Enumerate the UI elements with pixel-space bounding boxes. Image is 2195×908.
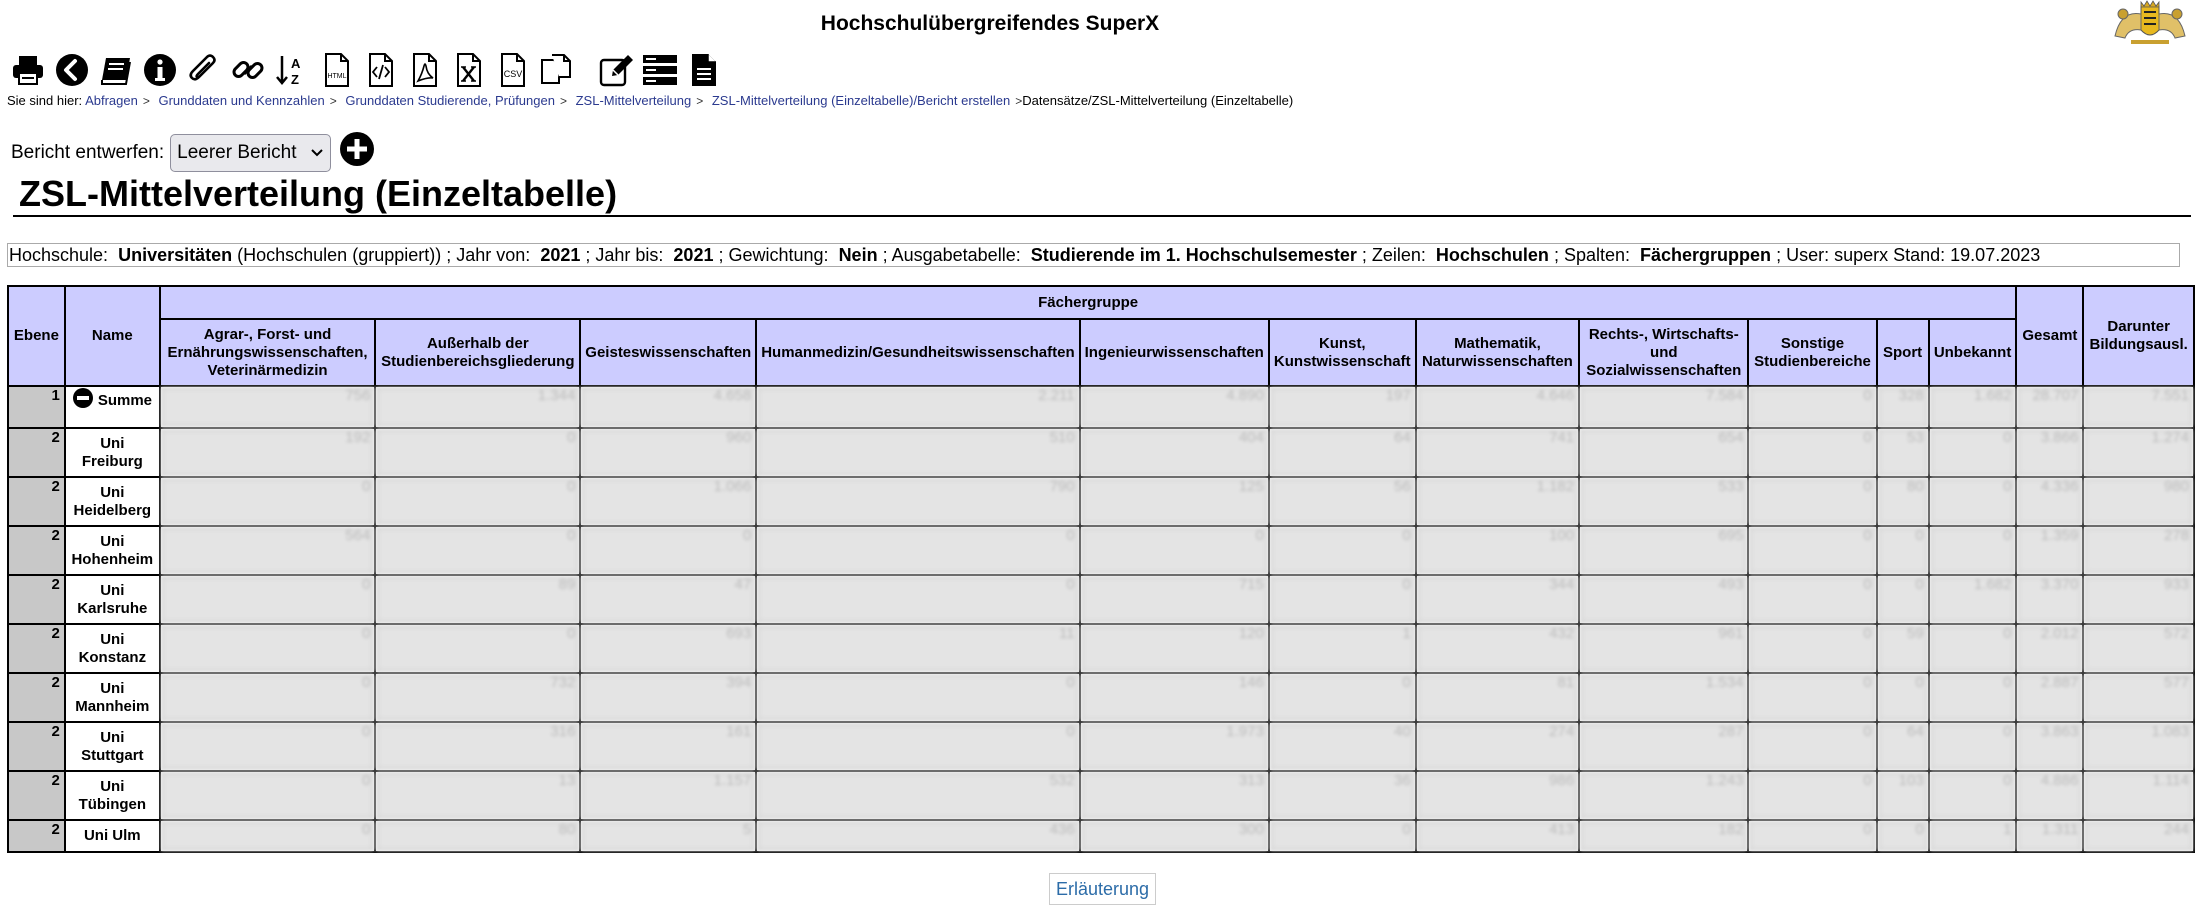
cell-value: 756 <box>160 386 376 428</box>
cell-value: 0 <box>756 526 1079 575</box>
table-row <box>8 477 2194 526</box>
document-button[interactable] <box>684 50 724 90</box>
cell-value: 695 <box>1579 526 1748 575</box>
chevron-down-icon <box>310 148 324 158</box>
spalten-label: ; Spalten: <box>1553 245 1631 265</box>
xls-file-icon <box>450 52 486 88</box>
cell-value: 715 <box>1080 575 1269 624</box>
cell-value: 100 <box>1416 526 1579 575</box>
copy-icon <box>538 52 574 88</box>
cell-name-label: Summe <box>97 392 153 409</box>
cell-value: 0 <box>1877 526 1929 575</box>
sort-button[interactable] <box>272 50 312 90</box>
info-icon <box>142 52 178 88</box>
cell-value: 432 <box>1416 624 1579 673</box>
cell-name: Uni Karlsruhe <box>65 575 160 624</box>
cell-value: 64 <box>1877 722 1929 771</box>
table-row <box>8 771 2194 820</box>
cell-value: 0 <box>160 624 376 673</box>
cell-value: 0 <box>160 477 376 526</box>
cell-value: 56 <box>1269 477 1416 526</box>
cell-value: 0 <box>1748 771 1876 820</box>
books-icon <box>98 52 134 88</box>
cell-value: 0 <box>375 477 580 526</box>
cell-value: 0 <box>756 673 1079 722</box>
cell-value: 436 <box>756 820 1079 852</box>
cell-value: 300 <box>1080 820 1269 852</box>
back-icon <box>54 52 90 88</box>
cell-value: 1.083 <box>2083 722 2194 771</box>
cell-value: 1.311 <box>2016 820 2083 852</box>
cell-value: 693 <box>580 624 756 673</box>
cell-ebene: 1 <box>8 386 65 428</box>
cell-value: 13 <box>375 771 580 820</box>
breadcrumb-link-bericht-erstellen[interactable]: ZSL-Mittelverteilung (Einzeltabelle)/Bericht erstellen <box>711 93 1011 108</box>
coat-of-arms-logo <box>2111 0 2189 46</box>
cell-name: Uni Hohenheim <box>65 526 160 575</box>
cell-value: 1.157 <box>580 771 756 820</box>
cell-value: 81 <box>1416 673 1579 722</box>
cell-ebene: 2 <box>8 722 65 771</box>
col-header-subject[interactable]: Humanmedizin/Gesundheitswissenschaften <box>756 319 1079 386</box>
cell-value: 59 <box>1877 624 1929 673</box>
cell-value: 1.973 <box>1080 722 1269 771</box>
info-button[interactable] <box>140 50 180 90</box>
col-header-ebene[interactable]: Ebene <box>8 286 65 386</box>
print-button[interactable] <box>8 50 48 90</box>
cell-value: 0 <box>375 624 580 673</box>
breadcrumb-current: Datensätze/ZSL-Mittelverteilung (Einzeltabelle) <box>1022 93 1294 108</box>
attachment-button[interactable] <box>184 50 224 90</box>
document-icon <box>686 52 722 88</box>
cell-ebene: 2 <box>8 673 65 722</box>
cell-value: 40 <box>1269 722 1416 771</box>
cell-value: 103 <box>1877 771 1929 820</box>
cell-value: 4.646 <box>1416 386 1579 428</box>
cell-value: 0 <box>1748 624 1876 673</box>
cell-value: 36 <box>1269 771 1416 820</box>
hochschule-label: Hochschule: <box>9 245 109 265</box>
breadcrumb-link-grunddaten-studierende[interactable]: Grunddaten Studierende, Prüfungen <box>345 93 555 108</box>
col-header-gesamt[interactable]: Gesamt <box>2016 286 2083 386</box>
cell-ebene: 2 <box>8 820 65 852</box>
cell-value: 0 <box>1269 820 1416 852</box>
cell-value: 1.359 <box>2016 526 2083 575</box>
cell-value: 0 <box>1929 722 2017 771</box>
csv-file-label: CSV <box>503 69 523 79</box>
cell-value: 2.012 <box>2016 624 2083 673</box>
cell-ebene: 2 <box>8 575 65 624</box>
html-file-icon <box>318 52 354 88</box>
cell-value: 244 <box>2083 820 2194 852</box>
table-row <box>8 428 2194 477</box>
cell-value: 0 <box>1748 386 1876 428</box>
cell-value: 1.066 <box>580 477 756 526</box>
cell-ebene: 2 <box>8 624 65 673</box>
cell-value: 1.682 <box>1929 386 2017 428</box>
chevron-right-icon: > <box>142 94 150 108</box>
cell-value: 28.707 <box>2016 386 2083 428</box>
cell-value: 0 <box>1877 820 1929 852</box>
cell-value: 0 <box>1929 526 2017 575</box>
cell-value: 4.336 <box>2016 477 2083 526</box>
cell-value: 3.863 <box>2016 722 2083 771</box>
cell-ebene: 2 <box>8 526 65 575</box>
col-header-subject[interactable]: Sport <box>1877 319 1929 386</box>
html-file-label: HTML <box>327 73 347 80</box>
page-title: ZSL-Mittelverteilung (Einzeltabelle) <box>19 173 618 214</box>
csv-file-icon <box>494 52 530 88</box>
cell-value: 5 <box>580 820 756 852</box>
breadcrumb <box>7 93 1293 108</box>
books-button[interactable] <box>96 50 136 90</box>
col-header-subject[interactable]: Agrar-, Forst- und Ernährungswissenschaften, Veterinärmedizin <box>160 319 376 386</box>
link-icon <box>230 52 266 88</box>
cell-ebene: 2 <box>8 428 65 477</box>
gewichtung-label: ; Gewichtung: <box>718 245 829 265</box>
jahr-bis-value: 2021 <box>673 245 714 265</box>
cell-value: 80 <box>375 820 580 852</box>
chevron-right-icon: > <box>559 94 567 108</box>
link-button[interactable] <box>228 50 268 90</box>
cell-value: 0 <box>1929 673 2017 722</box>
cell-value: 0 <box>1748 526 1876 575</box>
cell-value: 0 <box>1929 771 2017 820</box>
hochschule-value: Universitäten <box>118 245 233 265</box>
export-xls-button[interactable] <box>448 50 488 90</box>
cell-value: 0 <box>1929 477 2017 526</box>
cell-value: 2.887 <box>2016 673 2083 722</box>
cell-value: 192 <box>160 428 376 477</box>
cell-value: 1.682 <box>1929 575 2017 624</box>
cell-value: 0 <box>756 575 1079 624</box>
table-row <box>8 526 2194 575</box>
cell-value: 316 <box>375 722 580 771</box>
breadcrumb-link-zsl-mittelverteilung[interactable]: ZSL-Mittelverteilung <box>575 93 692 108</box>
col-header-subject[interactable]: Außerhalb der Studienbereichsgliederung <box>375 319 580 386</box>
cell-value: 1.182 <box>1416 477 1579 526</box>
table-row <box>8 386 2194 428</box>
cell-value: 0 <box>160 722 376 771</box>
col-header-subject[interactable]: Unbekannt <box>1929 319 2017 386</box>
cell-value: 161 <box>580 722 756 771</box>
hochschule-note: (Hochschulen (gruppiert)) <box>237 245 442 265</box>
add-report-button[interactable] <box>339 131 375 167</box>
cell-value: 0 <box>1748 477 1876 526</box>
cell-value: 0 <box>1748 673 1876 722</box>
cell-value: 986 <box>1416 771 1579 820</box>
app-title: Hochschulübergreifendes SuperX <box>820 12 1160 35</box>
cell-value: 3.866 <box>2016 428 2083 477</box>
col-header-faechergruppe[interactable]: Fächergruppe <box>160 286 2017 319</box>
report-select-value: Leerer Bericht <box>177 142 297 163</box>
cell-value: 4.890 <box>1080 386 1269 428</box>
copy-button[interactable] <box>536 50 576 90</box>
cell-value: 564 <box>160 526 376 575</box>
col-header-subject[interactable]: Sonstige Studienbereiche <box>1748 319 1876 386</box>
cell-name: Uni Freiburg <box>65 428 160 477</box>
chevron-right-icon: > <box>1015 94 1023 108</box>
back-button[interactable] <box>52 50 92 90</box>
export-csv-button[interactable] <box>492 50 532 90</box>
sort-az-icon <box>274 52 310 88</box>
cell-value: 533 <box>1579 477 1748 526</box>
export-pdf-button[interactable] <box>404 50 444 90</box>
cell-value: 1.534 <box>1579 673 1748 722</box>
cell-value: 4.886 <box>2016 771 2083 820</box>
code-file-icon <box>362 52 398 88</box>
spalten-value: Fächergruppen <box>1640 245 1772 265</box>
cell-value: 0 <box>1748 820 1876 852</box>
cell-value: 933 <box>2083 575 2194 624</box>
edit-icon <box>598 52 634 88</box>
cell-value: 125 <box>1080 477 1269 526</box>
user-stand: ; User: superx Stand: 19.07.2023 <box>1776 245 2041 265</box>
cell-value: 404 <box>1080 428 1269 477</box>
cell-value: 64 <box>1269 428 1416 477</box>
cell-value: 0 <box>756 722 1079 771</box>
cell-value: 313 <box>1080 771 1269 820</box>
cell-value: 0 <box>1748 575 1876 624</box>
cell-value: 7.551 <box>2083 386 2194 428</box>
cell-value: 0 <box>160 771 376 820</box>
table-row <box>8 575 2194 624</box>
zeilen-value: Hochschulen <box>1435 245 1549 265</box>
cell-value: 577 <box>2083 673 2194 722</box>
cell-value: 0 <box>375 526 580 575</box>
report-design-row <box>11 134 375 172</box>
cell-value: 1 <box>1269 624 1416 673</box>
cell-value: 532 <box>756 771 1079 820</box>
cell-value: 328 <box>1877 386 1929 428</box>
paperclip-icon <box>186 52 222 88</box>
cell-value: 572 <box>2083 624 2194 673</box>
cell-value: 0 <box>1269 526 1416 575</box>
cell-value: 2.211 <box>756 386 1079 428</box>
cell-ebene: 2 <box>8 771 65 820</box>
cell-value: 0 <box>160 673 376 722</box>
cell-value: 493 <box>1579 575 1748 624</box>
cell-value: 278 <box>2083 526 2194 575</box>
cell-name <box>65 386 160 428</box>
cell-value: 7.584 <box>1579 386 1748 428</box>
cell-name: Uni Stuttgart <box>65 722 160 771</box>
svg-text:A: A <box>291 56 301 71</box>
cell-value: 1 <box>1929 820 2017 852</box>
cell-value: 0 <box>1877 575 1929 624</box>
svg-text:Z: Z <box>291 72 299 87</box>
ausgabe-value: Studierende im 1. Hochschulsemester <box>1030 245 1357 265</box>
chevron-right-icon: > <box>696 94 704 108</box>
col-header-subject[interactable]: Geisteswissenschaften <box>580 319 756 386</box>
cell-value: 0 <box>1929 624 2017 673</box>
cell-value: 4.658 <box>580 386 756 428</box>
cell-name: Uni Tübingen <box>65 771 160 820</box>
cell-value: 47 <box>580 575 756 624</box>
jahr-von-label: ; Jahr von: <box>446 245 531 265</box>
cell-value: 0 <box>580 526 756 575</box>
cell-name: Uni Ulm <box>65 820 160 852</box>
cell-value: 0 <box>160 575 376 624</box>
cell-ebene: 2 <box>8 477 65 526</box>
cell-value: 11 <box>756 624 1079 673</box>
cell-value: 654 <box>1579 428 1748 477</box>
col-header-subject[interactable]: Ingenieurwissenschaften <box>1080 319 1269 386</box>
cell-value: 1.274 <box>2083 428 2194 477</box>
cell-value: 1.114 <box>2083 771 2194 820</box>
col-header-subject[interactable]: Rechts-, Wirtschafts- und Sozialwissenschaften <box>1579 319 1748 386</box>
cell-value: 182 <box>1579 820 1748 852</box>
zeilen-label: ; Zeilen: <box>1361 245 1426 265</box>
cell-value: 53 <box>1877 428 1929 477</box>
report-design-label: Bericht entwerfen: <box>11 142 165 163</box>
cell-value: 732 <box>375 673 580 722</box>
cell-value: 0 <box>1929 428 2017 477</box>
cell-value: 274 <box>1416 722 1579 771</box>
cell-value: 3.370 <box>2016 575 2083 624</box>
cell-value: 394 <box>580 673 756 722</box>
breadcrumb-prefix: Sie sind hier: <box>7 93 83 108</box>
col-header-subject[interactable]: Kunst, Kunstwissenschaft <box>1269 319 1416 386</box>
col-header-subject[interactable]: Mathematik, Naturwissenschaften <box>1416 319 1579 386</box>
cell-value: 413 <box>1416 820 1579 852</box>
cell-value: 790 <box>756 477 1079 526</box>
breadcrumb-link-abfragen[interactable]: Abfragen <box>85 93 138 108</box>
list-button[interactable] <box>640 50 680 90</box>
cell-value: 1.344 <box>375 386 580 428</box>
cell-value: 741 <box>1416 428 1579 477</box>
col-header-name[interactable]: Name <box>65 286 160 386</box>
table-row <box>8 722 2194 771</box>
jahr-von-value: 2021 <box>540 245 581 265</box>
toolbar <box>8 50 724 90</box>
cell-value: 287 <box>1579 722 1748 771</box>
cell-value: 0 <box>375 428 580 477</box>
results-table <box>7 285 2195 853</box>
cell-name: Uni Konstanz <box>65 624 160 673</box>
title-divider <box>13 215 2191 217</box>
report-select[interactable] <box>170 134 331 172</box>
filter-summary <box>7 243 2180 267</box>
table-row <box>8 673 2194 722</box>
cell-value: 0 <box>1748 722 1876 771</box>
ausgabe-label: ; Ausgabetabelle: <box>882 245 1021 265</box>
jahr-bis-label: ; Jahr bis: <box>585 245 664 265</box>
cell-value: 0 <box>1080 526 1269 575</box>
cell-value: 0 <box>160 820 376 852</box>
table-row <box>8 820 2194 852</box>
cell-value: 980 <box>2083 477 2194 526</box>
cell-value: 961 <box>1579 624 1748 673</box>
col-header-darunter[interactable]: Darunter Bildungsausl. <box>2083 286 2194 386</box>
table-row <box>8 624 2194 673</box>
cell-name: Uni Heidelberg <box>65 477 160 526</box>
cell-value: 0 <box>1748 428 1876 477</box>
breadcrumb-link-grunddaten-kennzahlen[interactable]: Grunddaten und Kennzahlen <box>158 93 325 108</box>
cell-value: 0 <box>1269 575 1416 624</box>
cell-value: 510 <box>756 428 1079 477</box>
list-icon <box>642 52 678 88</box>
pdf-file-icon <box>406 52 442 88</box>
cell-value: 197 <box>1269 386 1416 428</box>
cell-value: 0 <box>1877 673 1929 722</box>
cell-value: 344 <box>1416 575 1579 624</box>
cell-value: 80 <box>1877 477 1929 526</box>
cell-name: Uni Mannheim <box>65 673 160 722</box>
cell-value: 0 <box>1269 673 1416 722</box>
edit-button[interactable] <box>596 50 636 90</box>
export-html-button[interactable] <box>316 50 356 90</box>
print-icon <box>10 52 46 88</box>
gewichtung-value: Nein <box>838 245 878 265</box>
chevron-right-icon: > <box>329 94 337 108</box>
cell-value: 960 <box>580 428 756 477</box>
cell-value: 1.243 <box>1579 771 1748 820</box>
erlaeuterung-button[interactable]: Erläuterung <box>1049 873 1156 905</box>
cell-value: 120 <box>1080 624 1269 673</box>
cell-value: 89 <box>375 575 580 624</box>
cell-value: 146 <box>1080 673 1269 722</box>
export-xml-button[interactable] <box>360 50 400 90</box>
collapse-icon[interactable] <box>72 387 94 409</box>
